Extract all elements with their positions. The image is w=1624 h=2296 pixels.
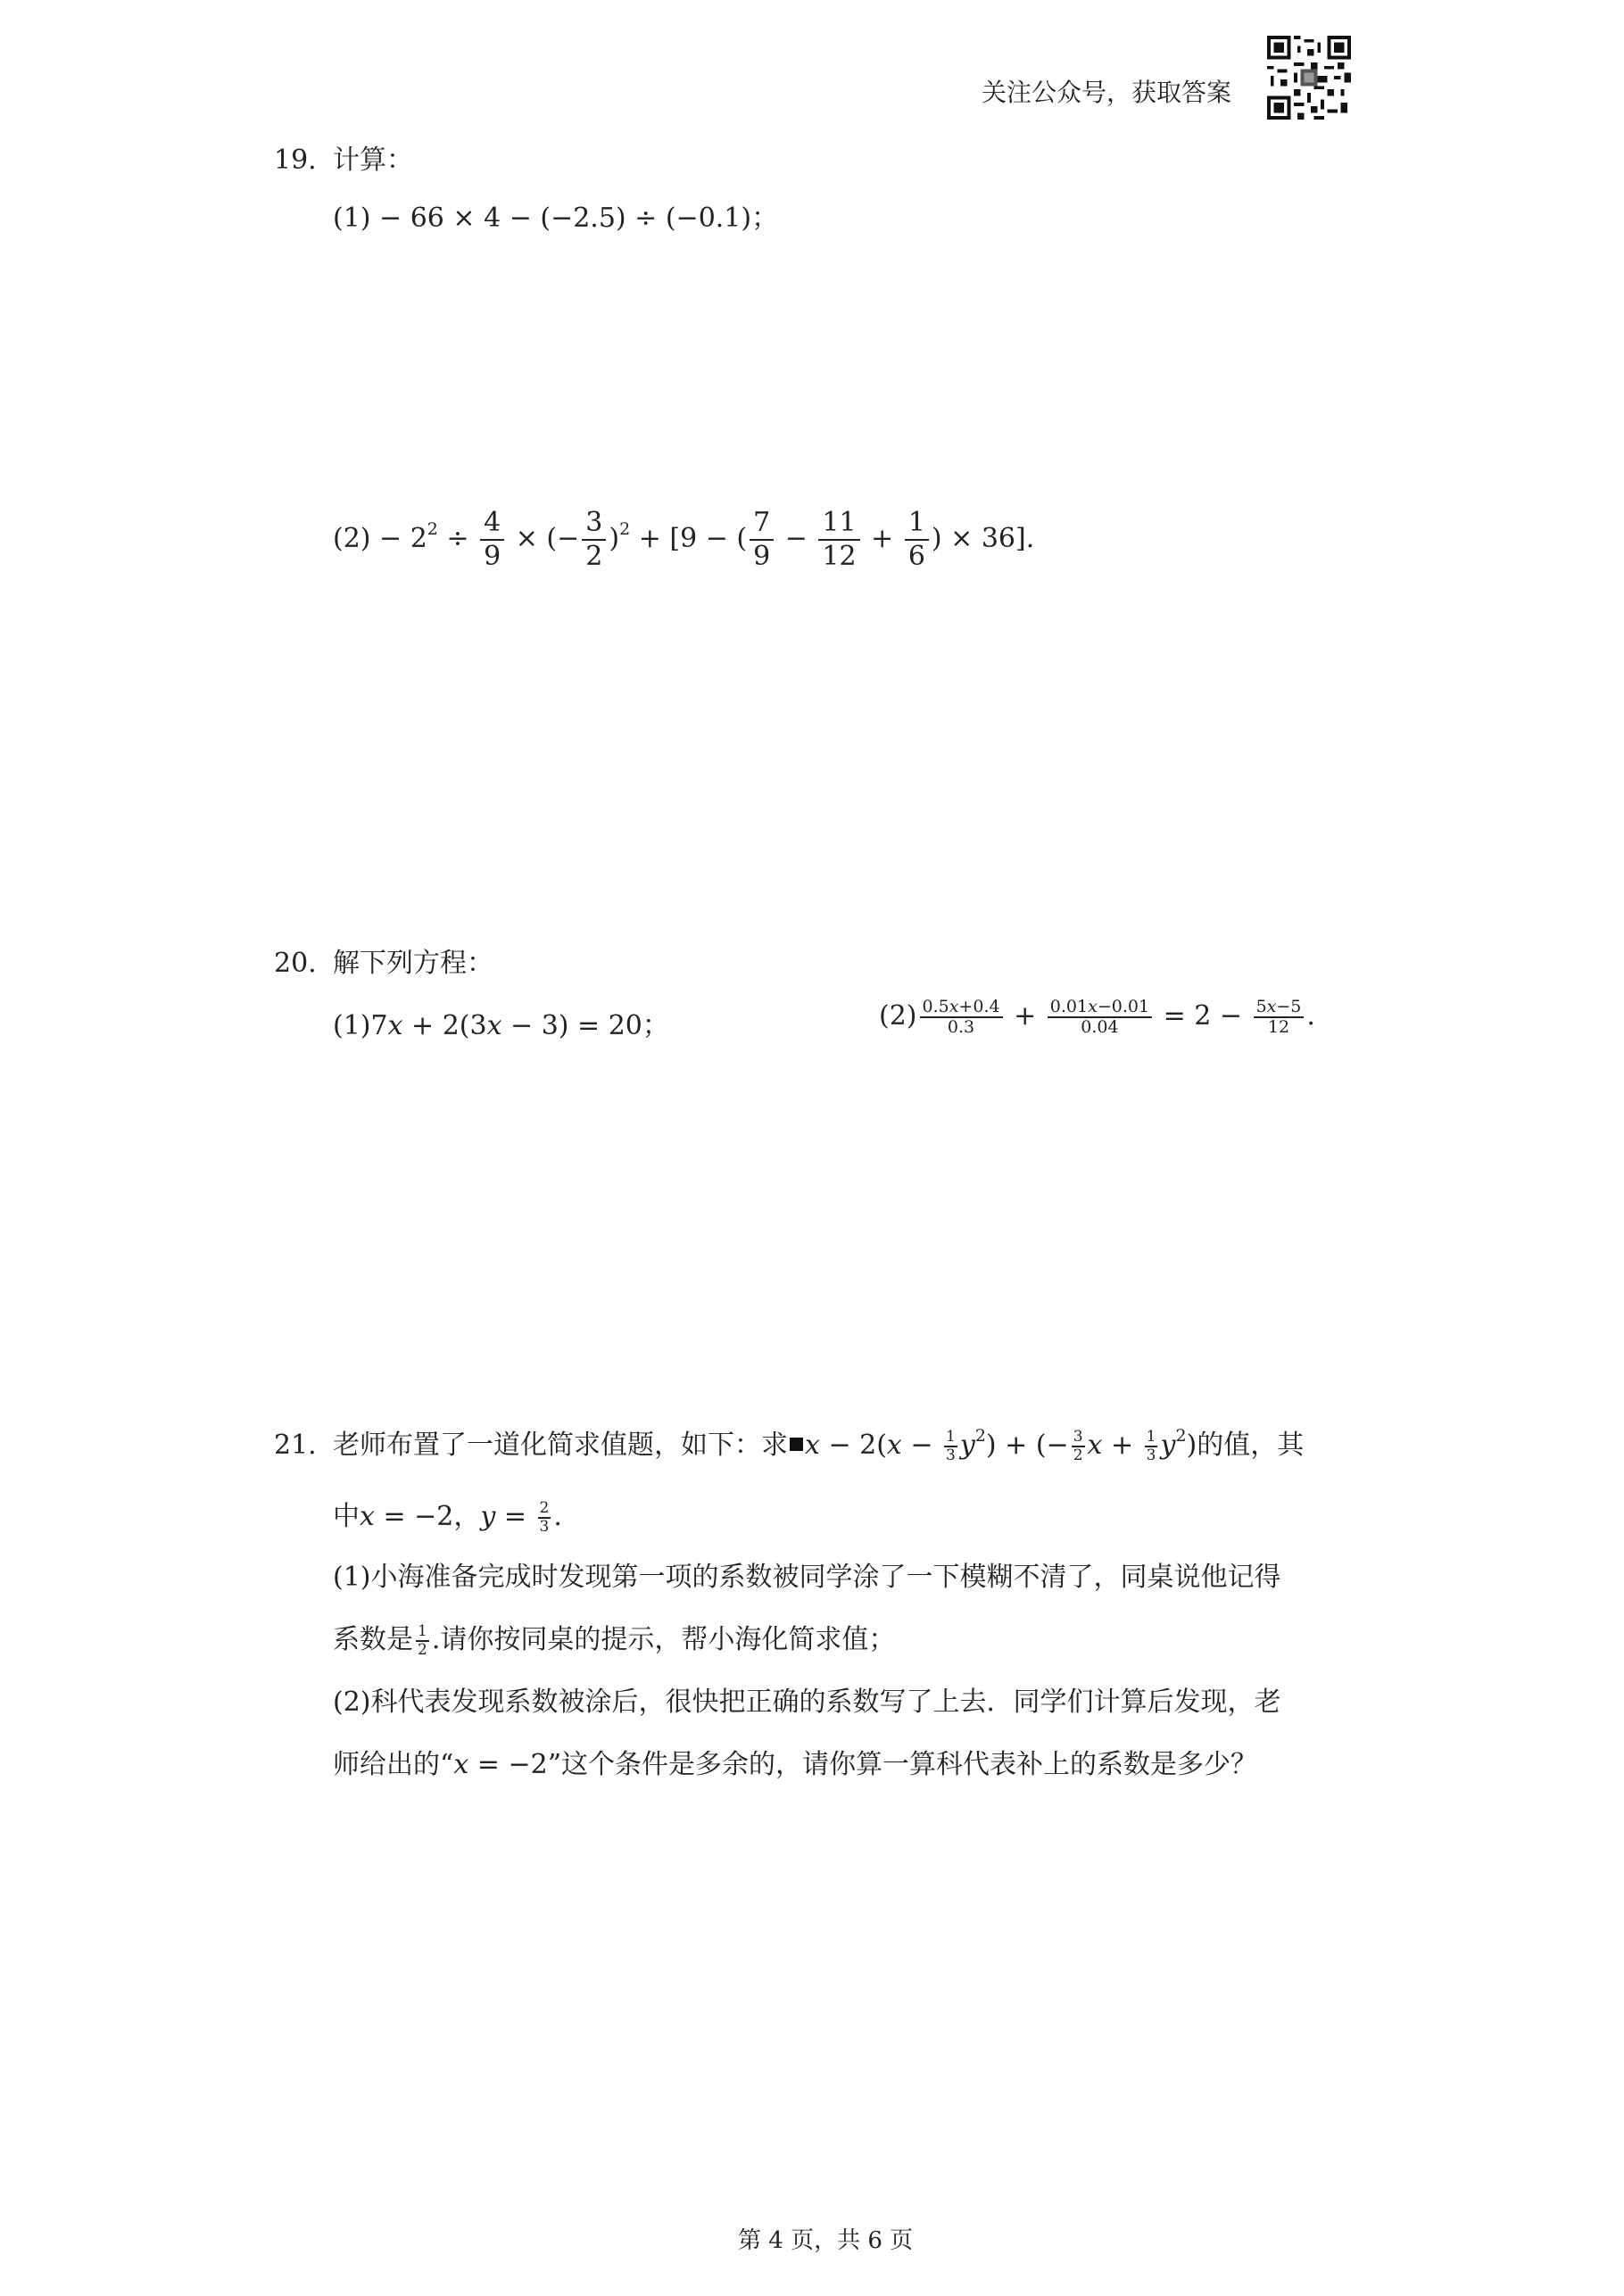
smudged-coefficient-icon xyxy=(790,1438,803,1451)
q21-text: 系数是 xyxy=(333,1624,413,1655)
q20-part2 xyxy=(879,998,1315,1037)
q21-line2 xyxy=(333,1499,562,1536)
q21-text: 𝑥 + xyxy=(1087,1430,1142,1461)
qr-code-image xyxy=(1267,36,1351,120)
q20-p2-op: . xyxy=(1306,1000,1315,1032)
q21-text: .请你按同桌的提示，帮小海化简求值； xyxy=(431,1624,896,1655)
q21-part2-line1: (2)科代表发现系数被涂后，很快把正确的系数写了上去．同学们计算后发现，老 xyxy=(333,1687,1281,1718)
q20-p2-op: + xyxy=(1005,1000,1045,1032)
q21-exp: 2 xyxy=(974,1426,986,1446)
q21-part1-line2 xyxy=(333,1622,895,1659)
q21-text: 𝑦 xyxy=(1160,1430,1176,1461)
q21-line1 xyxy=(333,1428,1304,1464)
header-follow-text: 关注公众号，获取答案 xyxy=(982,78,1232,107)
q21-text: . xyxy=(553,1501,562,1532)
q20-number: 20. xyxy=(274,948,317,979)
fraction: $\frac{\text{0.01𝑥−0.01}}{0.04}$ xyxy=(1048,998,1152,1037)
q21-number: 21. xyxy=(274,1430,317,1461)
q19-p2-op: ÷ xyxy=(437,523,478,554)
q21-text: 老师布置了一道化简求值题，如下：求 xyxy=(333,1430,788,1461)
page-footer: 第 4 页，共 6 页 xyxy=(738,2227,914,2254)
q20-p2-lead: (2) xyxy=(879,1000,917,1032)
q19-part2 xyxy=(333,507,1034,573)
q19-part1: (1) − 66 × 4 − (−2.5) ÷ (−0.1)； xyxy=(333,203,779,234)
fraction: $\frac{3}{2}$ xyxy=(582,507,606,573)
q21-text: 中𝑥 = −2，𝑦 = xyxy=(333,1501,535,1532)
q19-p2-op: ) × 36]. xyxy=(931,523,1035,554)
q19-p2-exp: 2 xyxy=(427,519,438,539)
fraction: $\frac{2}{3}$ xyxy=(539,1499,550,1536)
q20-p2-op: = 2 − xyxy=(1155,1000,1251,1032)
fraction: $\frac{\text{0.5𝑥+0.4}}{0.3}$ xyxy=(920,998,1003,1037)
q19-p2-op: − xyxy=(776,523,816,554)
q21-text: )的值，其 xyxy=(1186,1430,1305,1461)
q21-part2-line2: 师给出的“𝑥 = −2”这个条件是多余的，请你算一算科代表补上的系数是多少？ xyxy=(333,1749,1258,1780)
q19-p2-exp: 2 xyxy=(619,519,631,539)
q21-text: 𝑥 − 2(𝑥 − xyxy=(805,1430,942,1461)
fraction: $\frac{11}{12}$ xyxy=(818,507,859,573)
fraction: $\frac{3}{2}$ xyxy=(1073,1428,1083,1464)
q19-p2-op: × (− xyxy=(507,523,580,554)
q20-part1: (1)7𝑥 + 2(3𝑥 − 3) = 20； xyxy=(333,1010,669,1041)
q19-p2-op: + [9 − ( xyxy=(630,523,748,554)
q19-title: 计算： xyxy=(333,145,413,176)
fraction: $\frac{1}{3}$ xyxy=(1146,1428,1156,1464)
q19-number: 19. xyxy=(274,145,317,176)
q20-title: 解下列方程： xyxy=(333,948,493,979)
fraction: $\frac{1}{3}$ xyxy=(946,1428,956,1464)
fraction: $\frac{7}{9}$ xyxy=(750,507,774,573)
q21-exp: 2 xyxy=(1175,1426,1187,1446)
q21-part1-line1: (1)小海准备完成时发现第一项的系数被同学涂了一下模糊不清了，同桌说他记得 xyxy=(333,1562,1281,1593)
fraction: $\frac{4}{9}$ xyxy=(480,507,504,573)
fraction: $\frac{1}{2}$ xyxy=(418,1622,427,1659)
q21-text: 𝑦 xyxy=(959,1430,975,1461)
fraction: $\frac{\text{5𝑥−5}}{12}$ xyxy=(1254,998,1305,1037)
q19-p2-op: ) xyxy=(609,523,620,554)
q19-p2-op: + xyxy=(862,523,902,554)
fraction: $\frac{1}{6}$ xyxy=(905,507,929,573)
q19-p2-lead: (2) − 2 xyxy=(333,523,427,554)
q21-text: ) + (− xyxy=(985,1430,1069,1461)
